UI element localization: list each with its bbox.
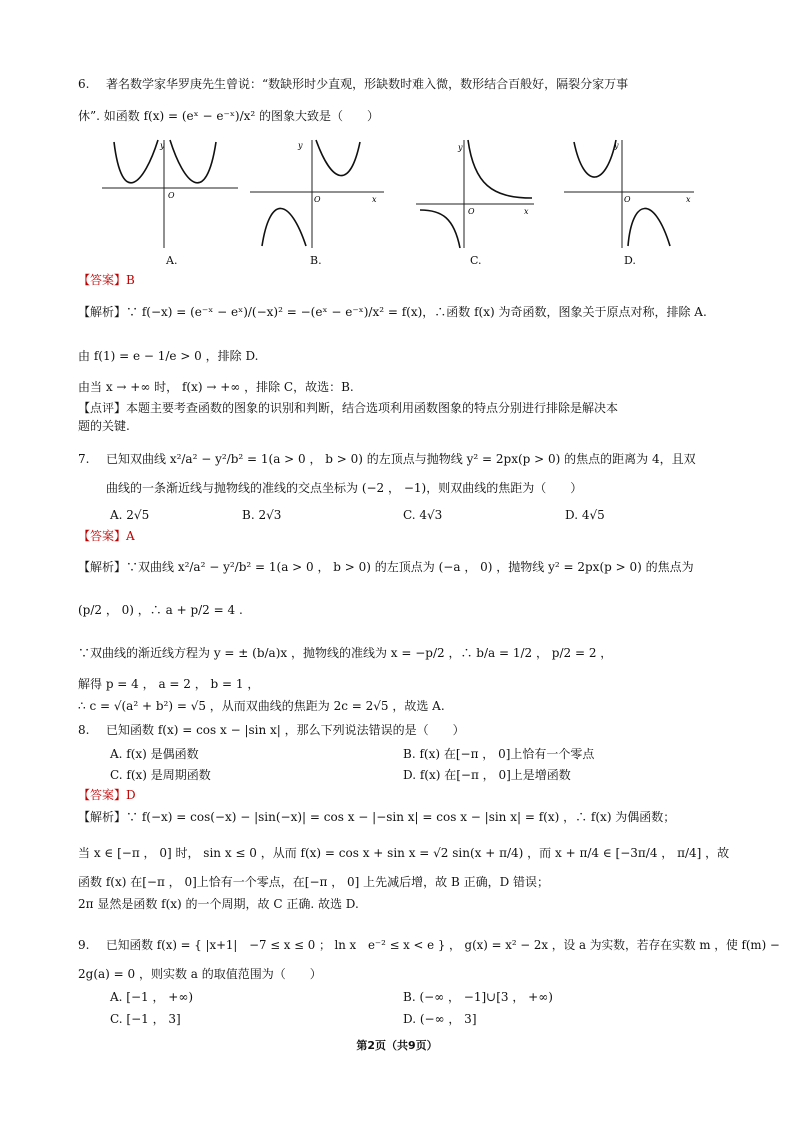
q7-line2: 曲线的一条渐近线与抛物线的准线的交点坐标为 (−2 ， −1)，则双曲线的焦距为（ ） xyxy=(106,481,583,495)
svg-text:O: O xyxy=(468,207,475,216)
q7-analysis-2: (p/2 ， 0) ，∴ a + p/2 = 4 . xyxy=(78,603,243,617)
graph-c xyxy=(414,138,554,250)
q9-line1: 已知函数 f(x) = { |x+1| −7 ≤ x ≤ 0 ； ln x e⁻² ≤ x < e } ， g(x) = x² − 2x ，设 a 为实数，若存在实数 m ，使 f(m) − xyxy=(106,938,780,952)
q9-option-a: A. [−1 ， +∞) xyxy=(110,990,194,1004)
q8-option-d: D. f(x) 在[−π ， 0]上是增函数 xyxy=(403,768,571,782)
q8-number: 8. xyxy=(78,723,90,737)
q6-analysis-3: 由当 x → +∞ 时， f(x) → +∞ ，排除 C，故选：B. xyxy=(78,380,354,394)
q6-analysis-2: 由 f(1) = e − 1/e > 0 ，排除 D. xyxy=(78,349,259,363)
answer-value: B xyxy=(126,273,135,287)
q6-answer xyxy=(78,272,135,288)
svg-text:x: x xyxy=(686,195,691,204)
svg-text:O: O xyxy=(314,195,321,204)
svg-text:O: O xyxy=(168,191,175,200)
q7-analysis-4: 解得 p = 4 ， a = 2 ， b = 1 ， xyxy=(78,677,260,691)
svg-text:y: y xyxy=(160,141,165,150)
q8-analysis-1: 【解析】∵ f(−x) = cos(−x) − |sin(−x)| = cos x − |−sin x| = cos x − |sin x| = f(x) ，∴ f(x) 为偶函数； xyxy=(78,810,676,824)
q9-option-b: B. (−∞ ， −1]∪[3 ， +∞) xyxy=(403,990,553,1004)
graph-d xyxy=(562,138,702,250)
q6-line1: 著名数学家华罗庚先生曾说：“数缺形时少直观，形缺数时难入微，数形结合百般好，隔裂分家万事 xyxy=(106,77,629,91)
q9-line2: 2g(a) = 0 ，则实数 a 的取值范围为（ ） xyxy=(78,967,322,981)
q9-number: 9. xyxy=(78,938,90,952)
q7-line1: 已知双曲线 x²/a² − y²/b² = 1(a > 0 ， b > 0) 的左顶点与抛物线 y² = 2px(p > 0) 的焦点的距离为 4，且双 xyxy=(106,452,696,466)
q7-option-d: D. 4√5 xyxy=(565,508,605,522)
label-c: C. xyxy=(470,254,482,267)
q8-option-b: B. f(x) 在[−π ， 0]上恰有一个零点 xyxy=(403,747,595,761)
q7-analysis-3: ∵双曲线的渐近线方程为 y = ± (b/a)x ，抛物线的准线为 x = −p/2 ，∴ b/a = 1/2 ， p/2 = 2 ， xyxy=(78,646,613,660)
q8-analysis-4: 2π 显然是函数 f(x) 的一个周期，故 C 正确. 故选 D. xyxy=(78,897,359,911)
q8-analysis-3: 函数 f(x) 在[−π ， 0]上恰有一个零点，在[−π ， 0] 上先减后增，故 B 正确，D 错误； xyxy=(78,875,550,889)
q8-option-c: C. f(x) 是周期函数 xyxy=(110,768,211,782)
q9-option-c: C. [−1 ， 3] xyxy=(110,1012,181,1026)
q6-analysis-4: 【点评】本题主要考查函数的图象的识别和判断，结合选项利用函数图象的特点分别进行排除是解决本 xyxy=(78,401,619,415)
answer-value: A xyxy=(126,529,135,543)
q7-option-c: C. 4√3 xyxy=(403,508,443,522)
q7-option-b: B. 2√3 xyxy=(242,508,282,522)
q8-answer xyxy=(78,787,136,803)
answer-tag: 【答案】 xyxy=(78,788,127,802)
q9-option-d: D. (−∞ ， 3] xyxy=(403,1012,477,1026)
svg-text:y: y xyxy=(614,141,619,150)
q7-analysis-1: 【解析】∵双曲线 x²/a² − y²/b² = 1(a > 0 ， b > 0) 的左顶点为 (−a ， 0) ，抛物线 y² = 2px(p > 0) 的焦点为 xyxy=(78,560,694,574)
q7-number: 7. xyxy=(78,452,90,466)
svg-text:x: x xyxy=(372,195,377,204)
page-footer: 第2页（共9页） xyxy=(356,1039,438,1052)
label-b: B. xyxy=(310,254,322,267)
q7-option-a: A. 2√5 xyxy=(110,508,150,522)
graph-a xyxy=(100,138,240,250)
svg-text:y: y xyxy=(458,143,463,152)
q6-analysis-1: 【解析】∵ f(−x) = (e⁻ˣ − eˣ)/(−x)² = −(eˣ − e⁻ˣ)/x² = f(x)，∴函数 f(x) 为奇函数，图象关于原点对称，排除 A. xyxy=(78,305,707,319)
answer-tag: 【答案】 xyxy=(78,529,127,543)
q8-option-a: A. f(x) 是偶函数 xyxy=(110,747,199,761)
label-d: D. xyxy=(624,254,636,267)
graph-b xyxy=(248,138,388,250)
q7-analysis-5: ∴ c = √(a² + b²) = √5 ，从而双曲线的焦距为 2c = 2√5 ，故选 A. xyxy=(78,699,445,713)
q6-line2: 休”. 如函数 f(x) = (eˣ − e⁻ˣ)/x² 的图象大致是（ ） xyxy=(78,109,380,123)
svg-text:O: O xyxy=(624,195,631,204)
q7-answer xyxy=(78,528,135,544)
label-a: A. xyxy=(166,254,178,267)
answer-tag: 【答案】 xyxy=(78,273,127,287)
svg-text:x: x xyxy=(524,207,529,216)
q8-analysis-2: 当 x ∈ [−π ， 0] 时， sin x ≤ 0 ，从而 f(x) = cos x + sin x = √2 sin(x + π/4) ，而 x + π/4 ∈ [−3π/4 ， π/4] ，故 xyxy=(78,846,730,860)
q6-analysis-5: 题的关键. xyxy=(78,419,130,433)
answer-value: D xyxy=(126,788,136,802)
svg-text:y: y xyxy=(298,141,303,150)
q6-number: 6. xyxy=(78,77,90,91)
q8-line1: 已知函数 f(x) = cos x − |sin x| ，那么下列说法错误的是（ ） xyxy=(106,723,465,737)
